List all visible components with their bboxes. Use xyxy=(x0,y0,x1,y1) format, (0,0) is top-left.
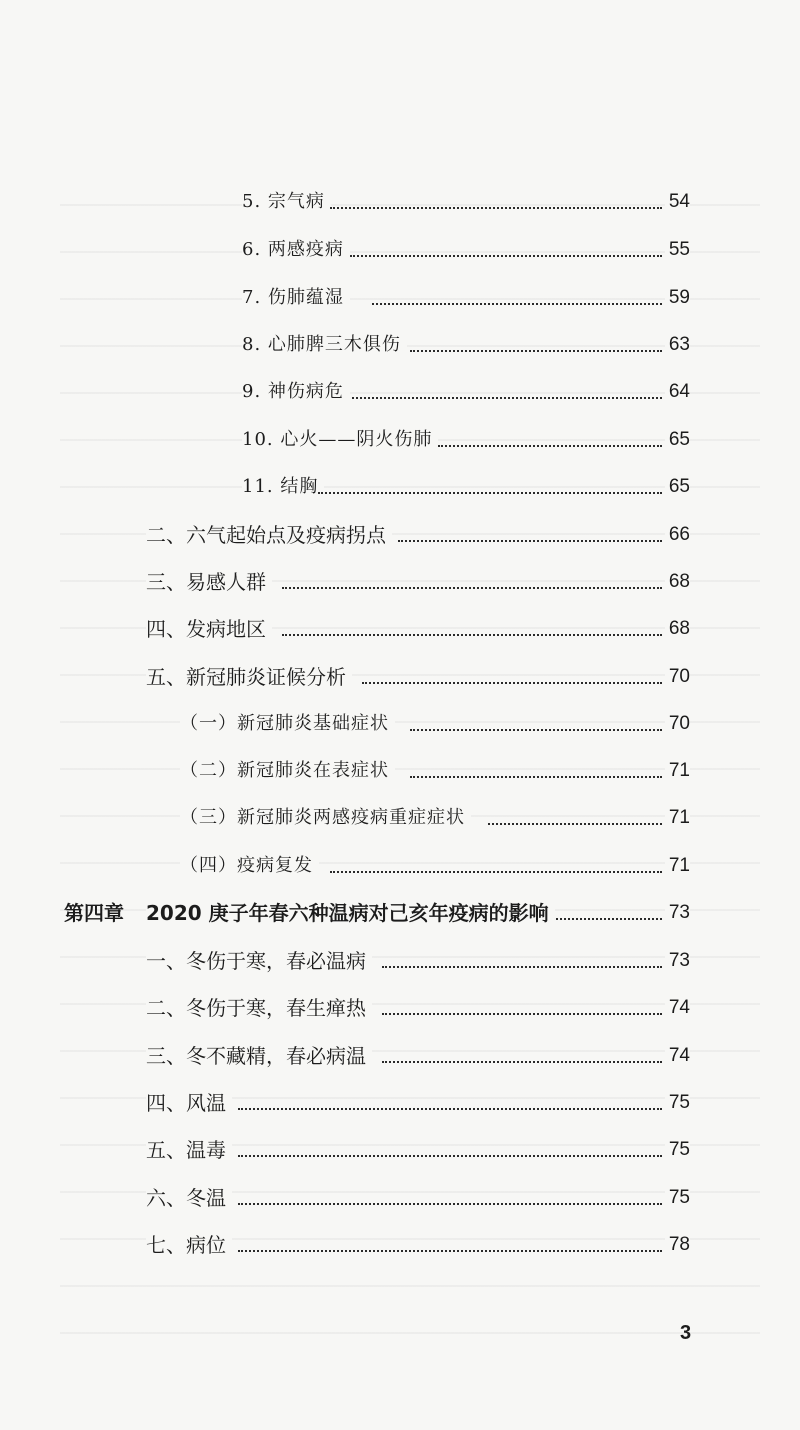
toc-entry-title: 三、易感人群 xyxy=(146,566,272,598)
toc-entry xyxy=(0,1229,800,1261)
toc-entry-page: 55 xyxy=(665,234,690,266)
toc-entry-page: 71 xyxy=(665,802,690,834)
toc-entry-page: 75 xyxy=(665,1182,690,1214)
toc-entry-title: 7. 伤肺蕴湿 xyxy=(242,282,350,314)
dot-leader xyxy=(372,303,662,305)
toc-entry xyxy=(0,471,800,503)
dot-leader xyxy=(238,1108,662,1110)
toc-entry-page: 68 xyxy=(665,613,690,645)
toc-entry xyxy=(0,850,800,882)
toc-entry-title: （三）新冠肺炎两感疫病重症症状 xyxy=(180,802,471,834)
toc-entry xyxy=(0,1040,800,1072)
toc-entry-page: 78 xyxy=(665,1229,690,1261)
toc-entry-page: 59 xyxy=(665,282,690,314)
dot-leader xyxy=(350,255,662,257)
toc-entry xyxy=(0,1134,800,1166)
toc-entry-title: （二）新冠肺炎在表症状 xyxy=(180,755,395,787)
toc-entry-title: （四）疫病复发 xyxy=(180,850,319,882)
toc-entry xyxy=(0,376,800,408)
dot-leader xyxy=(352,397,662,399)
toc-entry-page: 71 xyxy=(665,755,690,787)
toc-entry-title: 6. 两感疫病 xyxy=(242,234,350,266)
dot-leader xyxy=(438,445,662,447)
toc-entry xyxy=(0,329,800,361)
dot-leader xyxy=(238,1250,662,1252)
toc-entry-title: 三、冬不藏精，春必病温 xyxy=(146,1040,372,1072)
toc-entry-title: 5. 宗气病 xyxy=(242,186,331,218)
toc-entry xyxy=(0,802,800,834)
toc-entry-page: 75 xyxy=(665,1087,690,1119)
toc-entry-title: 五、温毒 xyxy=(146,1134,232,1166)
toc-entry xyxy=(0,708,800,740)
toc-entry-page: 74 xyxy=(665,992,690,1024)
toc-entry xyxy=(0,755,800,787)
toc-entry-page: 73 xyxy=(665,945,690,977)
dot-leader xyxy=(282,634,662,636)
dot-leader xyxy=(238,1155,662,1157)
toc-entry xyxy=(0,186,800,218)
dot-leader xyxy=(398,540,662,542)
dot-leader xyxy=(282,587,662,589)
toc-entry-page: 75 xyxy=(665,1134,690,1166)
dot-leader xyxy=(330,871,662,873)
toc-entry-title: 四、发病地区 xyxy=(146,613,272,645)
dot-leader xyxy=(382,1061,662,1063)
toc-entry-title: 六、冬温 xyxy=(146,1182,232,1214)
toc-entry-page: 63 xyxy=(665,329,690,361)
toc-entry-page: 68 xyxy=(665,566,690,598)
toc-entry-title: 9. 神伤病危 xyxy=(242,376,350,408)
dot-leader xyxy=(410,729,662,731)
dot-leader xyxy=(362,682,662,684)
dot-leader xyxy=(330,207,662,209)
page-number: 3 xyxy=(680,1322,692,1344)
toc-entry-title: （一）新冠肺炎基础症状 xyxy=(180,708,395,740)
toc-entry-page: 74 xyxy=(665,1040,690,1072)
toc-entry xyxy=(0,945,800,977)
toc-entry-page: 70 xyxy=(665,661,690,693)
dot-leader xyxy=(318,492,662,494)
toc-entry-title: 二、六气起始点及疫病拐点 xyxy=(146,519,392,551)
toc-entry-page: 54 xyxy=(665,186,690,218)
chapter-entry xyxy=(0,897,800,929)
dot-leader xyxy=(556,918,662,920)
toc-entry-page: 70 xyxy=(665,708,690,740)
dot-leader xyxy=(382,966,662,968)
toc-entry-page: 65 xyxy=(665,471,690,503)
toc-entry-title: 七、病位 xyxy=(146,1229,232,1261)
toc-entry xyxy=(0,234,800,266)
toc-entry-title: 五、新冠肺炎证候分析 xyxy=(146,661,352,693)
dot-leader xyxy=(410,350,662,352)
toc-entry-page: 65 xyxy=(665,424,690,456)
chapter-page: 73 xyxy=(665,897,690,929)
toc-entry xyxy=(0,661,800,693)
toc-entry xyxy=(0,519,800,551)
toc-entry-title: 11. 结胸 xyxy=(242,471,324,503)
dot-leader xyxy=(382,1013,662,1015)
toc-entry-page: 71 xyxy=(665,850,690,882)
toc-entry xyxy=(0,566,800,598)
toc-entry-title: 四、风温 xyxy=(146,1087,232,1119)
toc-entry-page: 64 xyxy=(665,376,690,408)
toc-entry xyxy=(0,613,800,645)
toc-entry-title: 8. 心肺脾三木俱伤 xyxy=(242,329,407,361)
dot-leader xyxy=(410,776,662,778)
toc-entry-title: 二、冬伤于寒，春生瘅热 xyxy=(146,992,372,1024)
toc-entry xyxy=(0,282,800,314)
toc-entry xyxy=(0,992,800,1024)
toc-entry xyxy=(0,1182,800,1214)
chapter-label: 第四章 xyxy=(64,901,124,925)
dot-leader xyxy=(488,823,662,825)
chapter-title: 2020 庚子年春六种温病对己亥年疫病的影响 xyxy=(146,897,555,929)
toc-entry-title: 10. 心火——阴火伤肺 xyxy=(242,424,438,456)
toc-entry xyxy=(0,424,800,456)
toc-entry xyxy=(0,1087,800,1119)
toc-entry-page: 66 xyxy=(665,519,690,551)
dot-leader xyxy=(238,1203,662,1205)
toc-entry-title: 一、冬伤于寒，春必温病 xyxy=(146,945,372,977)
